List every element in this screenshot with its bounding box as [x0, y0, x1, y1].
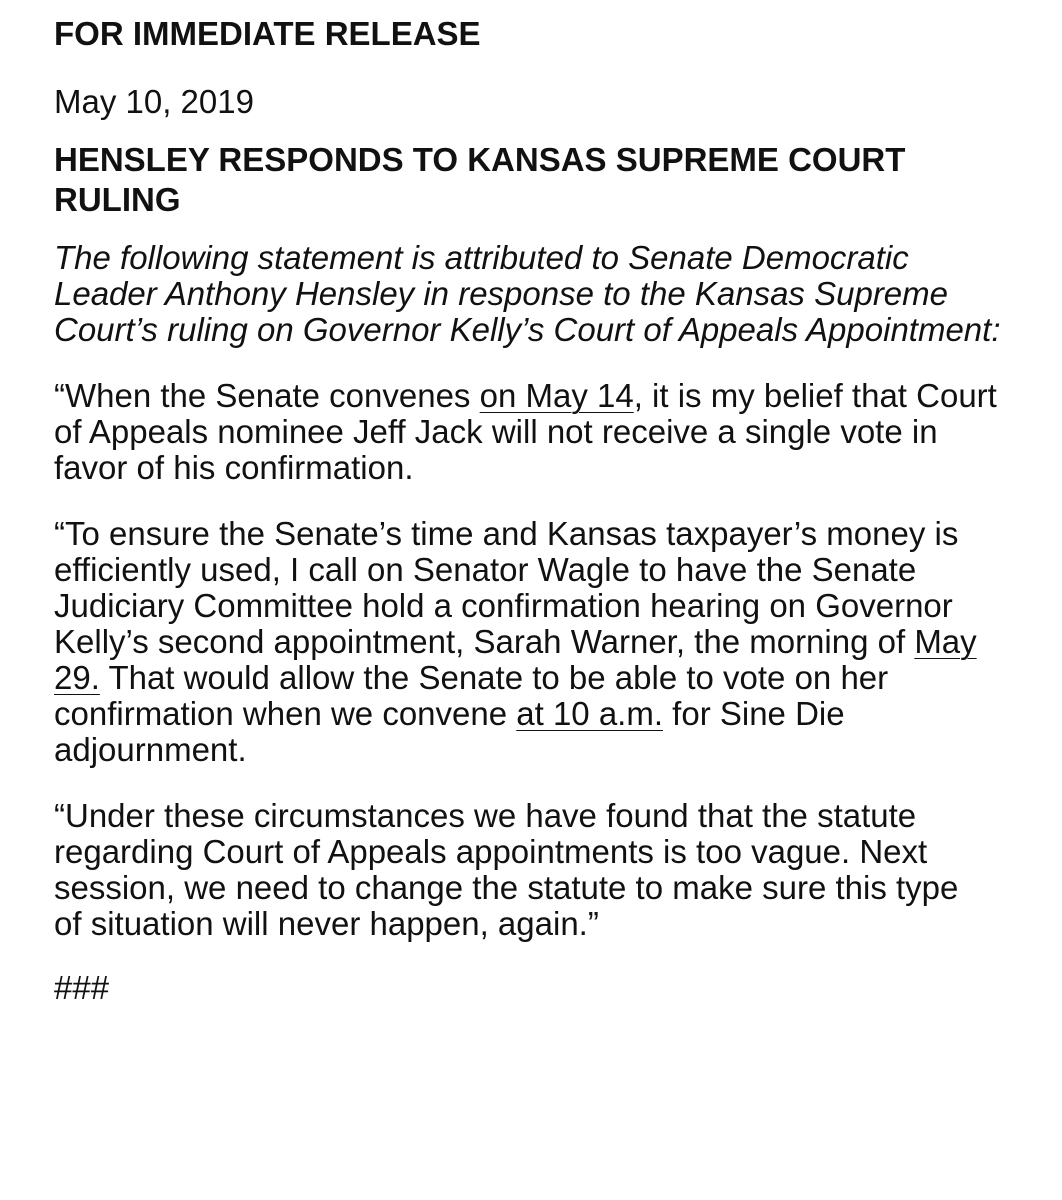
statement-paragraph-3: “Under these circumstances we have found that the statute regarding Court of Appeals appointments is too vague. Next session, we need to change the statute to make sure this type of situation will never happen, again.”	[54, 797, 959, 942]
press-release-document	[54, 14, 1014, 1008]
time-link-10am[interactable]: at 10 a.m.	[516, 695, 664, 732]
statement-paragraph-1	[54, 378, 1004, 486]
release-label: FOR IMMEDIATE RELEASE	[54, 15, 481, 52]
date-link-may-29[interactable]: May 29.	[54, 623, 977, 696]
date-link-may-14[interactable]: on May 14	[479, 377, 634, 414]
release-date: May 10, 2019	[54, 83, 254, 120]
statement-paragraph-2	[54, 516, 984, 768]
p2-text-after: for Sine Die adjournment.	[54, 695, 845, 768]
p2-text-before: “To ensure the Senate’s time and Kansas taxpayer’s money is efficiently used, I call on Senator Wagle to have the Senate Judiciary Committee hold a confirmation hearing on Governor Kelly’s second appointment, Sarah Warner, the morning of	[54, 515, 959, 660]
end-mark: ###	[54, 969, 110, 1006]
headline: HENSLEY RESPONDS TO KANSAS SUPREME COURT RULING	[54, 141, 906, 218]
p2-text-middle: That would allow the Senate to be able to vote on her confirmation when we convene	[54, 659, 889, 732]
p1-text-after: , it is my belief that Court of Appeals nominee Jeff Jack will not receive a single vote in favor of his confirmation.	[54, 377, 997, 486]
p1-text-before: “When the Senate convenes	[54, 377, 480, 414]
intro-statement: The following statement is attributed to Senate Democratic Leader Anthony Hensley in response to the Kansas Supreme Court’s ruling on Governor Kelly’s Court of Appeals Appointment:	[54, 239, 1001, 348]
